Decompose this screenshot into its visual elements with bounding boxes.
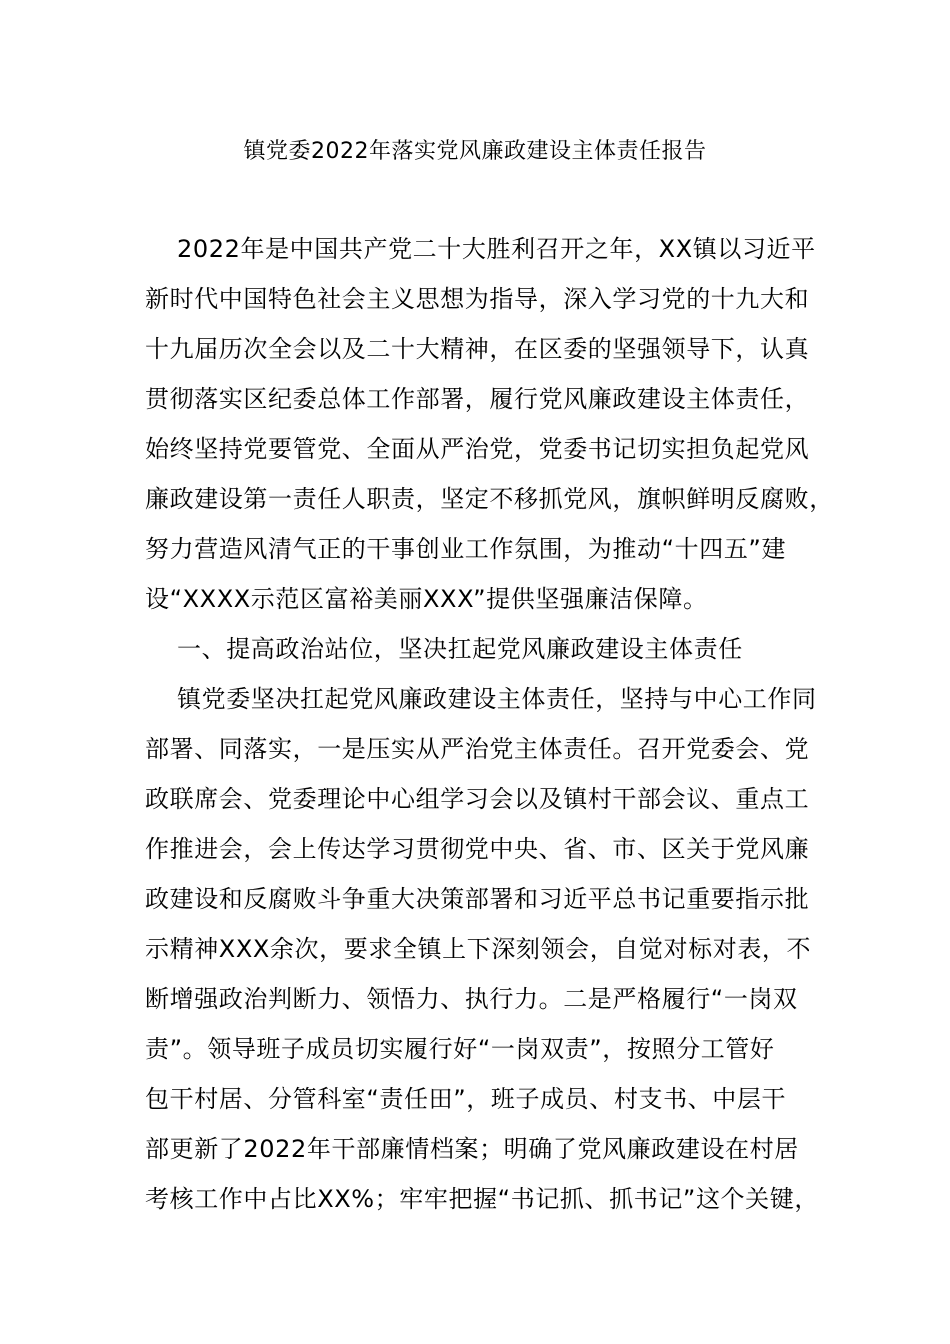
paragraph-line: 十九届历次全会以及二十大精神，在区委的坚强领导下，认真: [145, 335, 810, 363]
paragraph-line: 廉政建设第一责任人职责，坚定不移抓党风，旗帜鲜明反腐败，: [145, 485, 834, 513]
paragraph-line: 考核工作中占比XX%；牢牢把握“书记抓、抓书记”这个关键，: [145, 1185, 819, 1213]
paragraph-line: 政联席会、党委理论中心组学习会以及镇村干部会议、重点工: [145, 785, 810, 813]
paragraph-line: 政建设和反腐败斗争重大决策部署和习近平总书记重要指示批: [145, 885, 810, 913]
paragraph-line: 2022年是中国共产党二十大胜利召开之年，XX镇以习近平: [177, 235, 816, 263]
document-title: 镇党委2022年落实党风廉政建设主体责任报告: [243, 139, 707, 164]
paragraph-line: 部署、同落实，一是压实从严治党主体责任。召开党委会、党: [145, 735, 810, 763]
paragraph-line: 努力营造风清气正的干事创业工作氛围，为推动“十四五”建: [145, 535, 787, 563]
paragraph-line: 镇党委坚决扛起党风廉政建设主体责任，坚持与中心工作同: [177, 685, 817, 713]
paragraph-line: 部更新了2022年干部廉情档案；明确了党风廉政建设在村居: [145, 1135, 799, 1163]
paragraph-line: 包干村居、分管科室“责任田”，班子成员、村支书、中层干: [145, 1085, 787, 1113]
paragraph-line: 设“XXXX示范区富裕美丽XXX”提供坚强廉洁保障。: [145, 585, 708, 613]
paragraph-line: 新时代中国特色社会主义思想为指导，深入学习党的十九大和: [145, 285, 810, 313]
paragraph-line: 作推进会，会上传达学习贯彻党中央、省、市、区关于党风廉: [145, 835, 810, 863]
paragraph-line: 责”。领导班子成员切实履行好“一岗双责”，按照分工管好: [145, 1035, 775, 1063]
paragraph-line: 贯彻落实区纪委总体工作部署，履行党风廉政建设主体责任，: [145, 385, 810, 413]
paragraph-line: 断增强政治判断力、领悟力、执行力。二是严格履行“一岗双: [145, 985, 798, 1013]
section-heading: 一、提高政治站位，坚决扛起党风廉政建设主体责任: [177, 635, 743, 663]
paragraph-line: 示精神XXX余次，要求全镇上下深刻领会，自觉对标对表，不: [145, 935, 812, 963]
paragraph-line: 始终坚持党要管党、全面从严治党，党委书记切实担负起党风: [145, 435, 810, 463]
